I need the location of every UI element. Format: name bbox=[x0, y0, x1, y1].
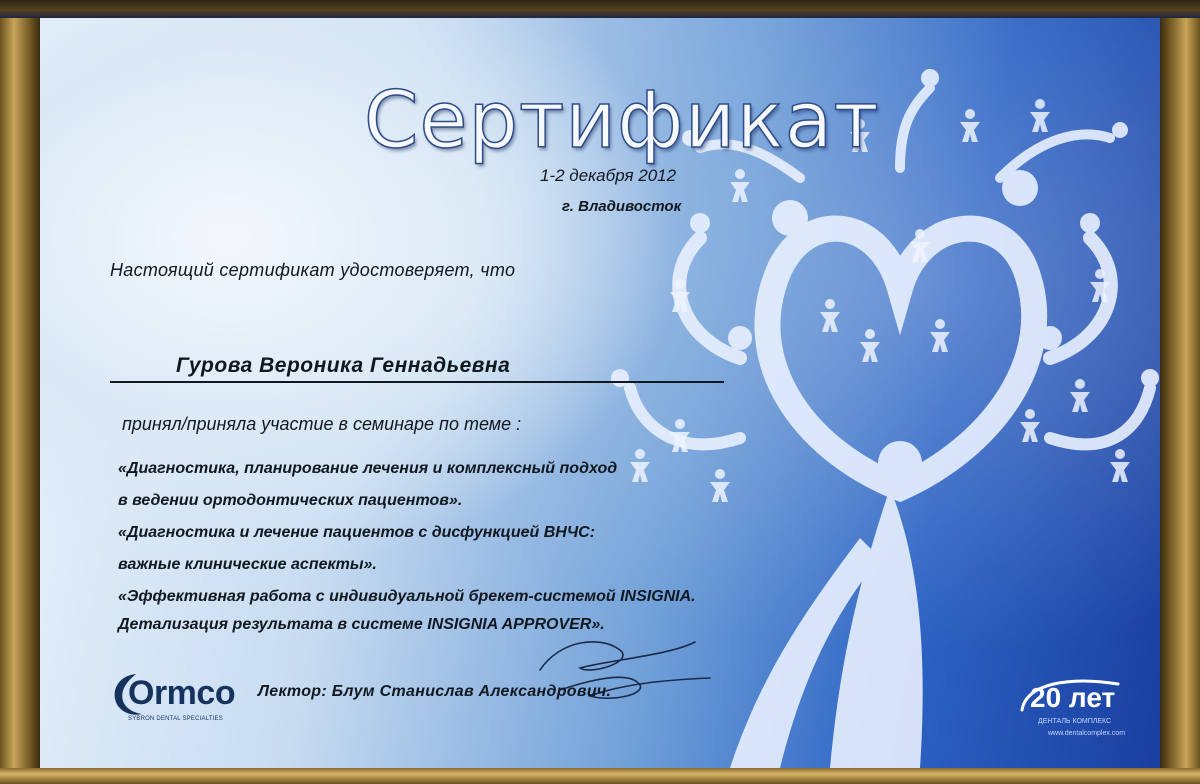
event-city: г. Владивосток bbox=[562, 198, 682, 215]
event-date: 1-2 декабря 2012 bbox=[540, 166, 677, 185]
seminar-topic-line: «Диагностика и лечение пациентов с дисфункцией ВНЧС: bbox=[118, 524, 596, 541]
seminar-topic-line: Детализация результата в системе INSIGNIA APPROVER». bbox=[118, 616, 605, 633]
ormco-wordmark: Ormco bbox=[128, 674, 236, 712]
certificate-intro: Настоящий сертификат удостоверяет, что bbox=[110, 260, 516, 280]
seminar-topic-line: важные клинические аспекты». bbox=[118, 556, 377, 573]
badge-title: 20 лет bbox=[1030, 682, 1116, 713]
picture-frame-top bbox=[0, 0, 1200, 18]
anniversary-badge bbox=[1008, 672, 1138, 742]
seminar-topic-line: в ведении ортодонтических пациентов». bbox=[118, 492, 463, 509]
seminar-topic-line: «Диагностика, планирование лечения и комплексный подход bbox=[118, 460, 618, 477]
lecturer-line: Лектор: Блум Станислав Александрович. bbox=[258, 683, 612, 700]
picture-frame-bottom bbox=[0, 768, 1200, 784]
ormco-logo bbox=[108, 668, 258, 728]
participation-text: принял/приняла участие в семинаре по теме : bbox=[122, 414, 522, 434]
badge-subtitle: ДЕНТАЛЬ КОМПЛЕКС bbox=[1038, 718, 1112, 725]
badge-url: www.dentalcomplex.com bbox=[1048, 730, 1126, 737]
ormco-subtitle: SYBRON DENTAL SPECIALTIES bbox=[128, 716, 223, 722]
seminar-topic-line: «Эффективная работа с индивидуальной брекет-системой INSIGNIA. bbox=[118, 588, 696, 605]
certificate-title: Сертификат bbox=[364, 76, 880, 166]
certificate-paper bbox=[40, 18, 1160, 768]
name-underline bbox=[110, 381, 724, 383]
recipient-name: Гурова Вероника Геннадьевна bbox=[176, 354, 511, 377]
